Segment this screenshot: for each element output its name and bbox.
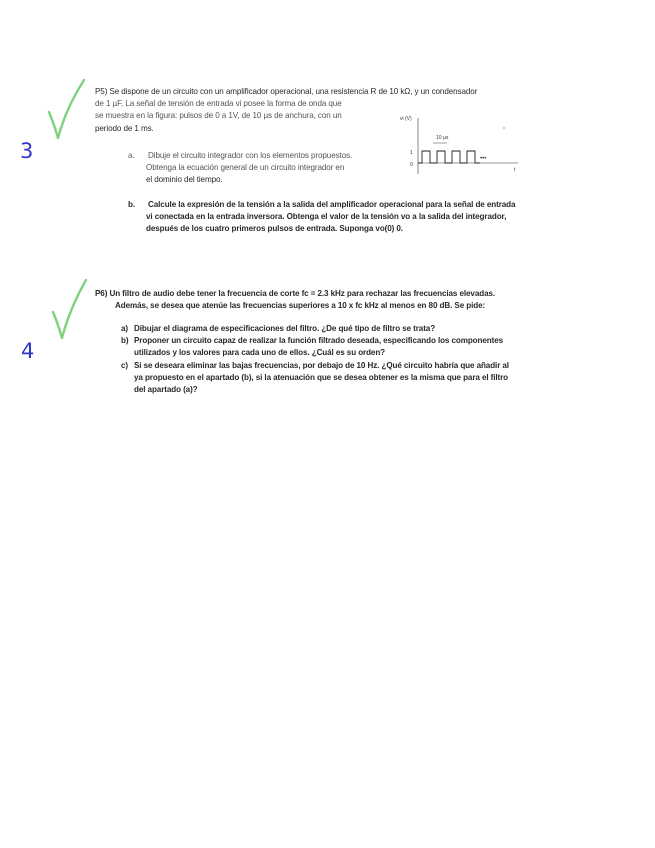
figure-y-axis-label: vi (V) (400, 116, 412, 122)
p6-line: Además, se desea que atenúe las frecuencias superiores a 10 x fc kHz al menos en 80 dB. Se pide: (115, 301, 486, 311)
grade-q4: 4 (21, 339, 35, 363)
p5-line: de 1 µF. La señal de tensión de entrada vi posee la forma de onda que (95, 99, 342, 109)
figure-pulse-train (418, 151, 480, 163)
p5-item-b-line: vi conectada en la entrada inversora. Obtenga el valor de la tensión vo a la salida del integrador, (146, 212, 507, 222)
figure-pulse-width-label: 10 µs (436, 135, 449, 141)
figure-speck (503, 127, 504, 128)
p6-items (121, 323, 509, 396)
p5-item-a-line: Dibuje el circuito integrador con los elementos propuestos. (148, 151, 353, 160)
p5-line: se muestra en la figura: pulsos de 0 a 1V, de 10 µs de anchura, con un (95, 111, 342, 121)
p6-item-c-label: c) (121, 360, 128, 370)
p5-item-a-line: Obtenga la ecuación general de un circuito integrador en (146, 163, 345, 173)
p6-item-c-line: del apartado (a)? (134, 385, 198, 395)
figure-level-high: 1 (410, 150, 413, 156)
p5-item-b-line: después de los cuatro primeros pulsos de entrada. Suponga vo(0) 0. (146, 224, 403, 234)
checkmark-q4-icon (50, 278, 90, 342)
checkmark-q3-icon (46, 78, 86, 142)
p6-item-b-line: Proponer un circuito capaz de realizar la función filtrado deseada, especificando los componentes (134, 336, 503, 346)
grade-q3: 3 (20, 139, 34, 163)
p6-item-b-line: utilizados y los valores para cada uno de ellos. ¿Cuál es su orden? (134, 348, 386, 358)
p5-item-b (128, 199, 515, 236)
p6-statement (95, 288, 495, 312)
p5-item-b-label: b. (128, 200, 135, 209)
figure-level-low: 0 (410, 162, 413, 168)
p5-line: periodo de 1 ms. (95, 123, 154, 133)
p6-line: P6) Un filtro de audio debe tener la frecuencia de corte fc = 2.3 kHz para rechazar las frecuencias elevadas. (95, 289, 496, 298)
p5-line: P5) Se dispone de un circuito con un amplificador operacional, una resistencia R de 10 kΩ, y un condensador (95, 87, 478, 96)
p5-item-a-line: el dominio del tiempo. (146, 175, 223, 185)
p6-item-a-label: a) (121, 324, 128, 333)
p6-item-c-line: ya propuesto en el apartado (b), si la atenuación que se desea obtener es la misma que para el filtro (134, 372, 509, 382)
p5-item-a-label: a. (128, 151, 135, 160)
p6-item-a-line: Dibujar el diagrama de especificaciones del filtro. ¿De qué tipo de filtro se trata? (134, 324, 436, 333)
p6-item-b-label: b) (121, 336, 129, 346)
p6-item-c-line: Si se deseara eliminar las bajas frecuencias, por debajo de 10 Hz. ¿Qué circuito habría que añadir al (134, 360, 509, 370)
input-pulse-waveform (400, 112, 520, 182)
figure-time-label: t (514, 167, 516, 173)
figure-ellipsis: ••• (480, 156, 487, 162)
p5-item-a (128, 150, 352, 187)
p5-item-b-line: Calcule la expresión de la tensión a la salida del amplificador operacional para la señal de entrada (148, 200, 516, 209)
